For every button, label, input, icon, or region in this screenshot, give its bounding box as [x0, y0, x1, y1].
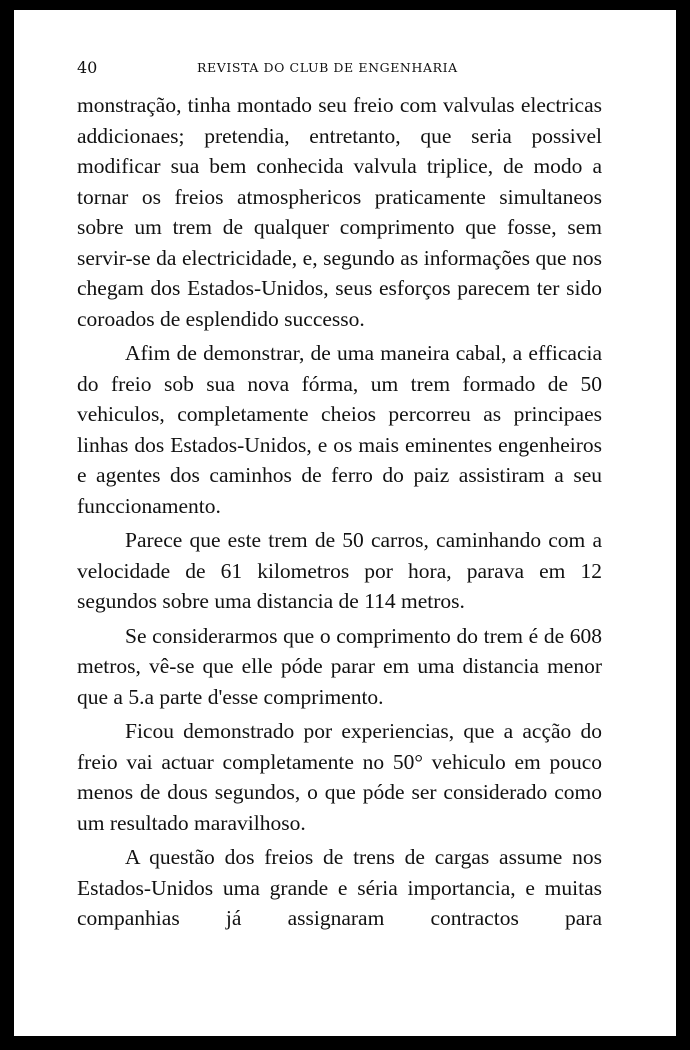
page-number: 40: [77, 58, 98, 77]
running-title: REVISTA DO CLUB DE ENGENHARIA: [197, 60, 458, 75]
paragraph-4: Se considerarmos que o comprimento do trem é de 608 metros, vê-se que elle póde parar em uma distancia menor que a 5.a parte d'esse comprimento.: [77, 623, 602, 709]
paragraph-6: A questão dos freios de trens de cargas assume nos Estados-Unidos uma grande e séria importancia, e muitas companhias já assignaram contractos para: [77, 845, 602, 930]
body-text: [77, 90, 602, 934]
paragraph-5: Ficou demonstrado por experiencias, que a acção do freio vai actuar completamente no 50° vehiculo em pouco menos de dous segundos, o que póde ser considerado como um resultado maravilhoso.: [77, 719, 602, 835]
book-page: [14, 10, 676, 1036]
page-header: [77, 58, 617, 80]
paragraph-1: monstração, tinha montado seu freio com valvulas electricas addicionaes; pretendia, entretanto, que seria possivel modificar sua bem conhecida valvula triplice, de modo a tornar os freios atmosphericos praticamente simultaneos sobre um trem de qualquer comprimento que fosse, sem servir-se da electricidade, e, segundo as informações que nos chegam dos Estados-Unidos, seus esforços parecem ter sido coroados de esplendido successo.: [77, 93, 602, 331]
paragraph-2: Afim de demonstrar, de uma maneira cabal, a efficacia do freio sob sua nova fórma, um trem formado de 50 vehiculos, completamente cheios percorreu as principaes linhas dos Estados-Unidos, e os mais eminentes engenheiros e agentes dos caminhos de ferro do paiz assistiram a seu funccionamento.: [77, 341, 602, 518]
paragraph-3: Parece que este trem de 50 carros, caminhando com a velocidade de 61 kilometros por hora, parava em 12 segundos sobre uma distancia de 114 metros.: [77, 528, 602, 613]
